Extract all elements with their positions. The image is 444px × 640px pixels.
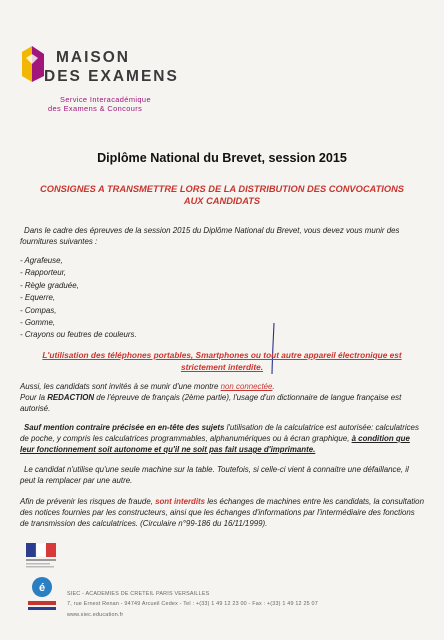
fraud-text2: les échanges de machines entre les candidats, la consultation — [205, 497, 424, 506]
watch-highlight: non connectée — [220, 382, 273, 391]
logo-title-line2: DES EXAMENS — [44, 68, 179, 85]
svg-text:é: é — [38, 582, 46, 594]
list-item: - Crayons ou feutres de couleurs. — [20, 330, 137, 340]
machine-line1: Le candidat n'utilise qu'une seule machine sur la table. Toutefois, si celle-ci vient à connaitre une défaillance, il — [24, 465, 409, 474]
calculator-bold: Sauf mention contraire précisée en en-tête des sujets — [24, 423, 225, 432]
list-item: - Agrafeuse, — [20, 256, 63, 265]
fraud-text: Afin de prévenir les risques de fraude, — [20, 497, 156, 506]
footer-address: 7, rue Ernest Renan - 94749 Arcueil Cedex - Tel : +(33) 1 49 12 23 00 - Fax : +(33) 1 49 12 25 07 — [67, 601, 318, 607]
document-subtitle-line2: AUX CANDIDATS — [183, 196, 261, 206]
footer-organization: SIEC - ACADEMIES DE CRETEIL PARIS VERSAILLES — [67, 591, 210, 597]
ministry-logo-icon — [22, 541, 64, 621]
supplies-list — [20, 256, 137, 343]
footer-website[interactable]: www.siec.education.fr — [67, 612, 124, 618]
list-item: - Compas, — [20, 305, 57, 315]
calculator-text: l'utilisation de la calculatrice est autorisée: calculatrices — [224, 423, 419, 432]
machine-line2: peut la remplacer par une autre. — [20, 476, 133, 485]
document-title: Diplôme National du Brevet, session 2015 — [97, 151, 347, 165]
fraud-line1 — [20, 497, 424, 507]
fraud-highlight: sont interdits — [155, 497, 206, 506]
logo-mark-icon — [22, 46, 44, 82]
fraud-line2: des notices fournies par les constructeurs, ainsi que les échanges d'informations par l'intermédiaire des fonctions — [20, 508, 415, 517]
logo-subtitle-line1: Service Interacadémique — [60, 95, 151, 104]
watch-end: . — [272, 382, 275, 391]
phone-warning-line1: L'utilisation des téléphones portables, Smartphones ou tout autre appareil électronique est — [42, 350, 402, 360]
watch-text: Aussi, les candidats sont invités à se munir d'une montre — [20, 382, 221, 391]
intro-line2: fournitures suivantes : — [20, 237, 98, 246]
intro-line1: Dans le cadre des épreuves de la session 2015 du Diplôme National du Brevet, vous devez vous munir des — [24, 226, 400, 235]
calculator-line3: leur fonctionnement soit autonome et qu'il ne soit pas fait usage d'imprimante. — [20, 445, 316, 454]
logo-subtitle-line2: des Examens & Concours — [48, 104, 143, 113]
calculator-line2 — [20, 434, 410, 444]
calculator-line1 — [24, 423, 419, 433]
logo-title-line1: MAISON — [56, 49, 130, 66]
redaction-bold: REDACTION — [47, 393, 95, 402]
watch-line — [20, 382, 275, 392]
phone-warning-line2: strictement interdite. — [180, 362, 264, 372]
redaction-text: de l'épreuve de français (2ème partie), l'usage d'un dictionnaire de langue française est — [94, 393, 402, 402]
list-item: - Equerre, — [20, 293, 56, 303]
list-item: - Règle graduée, — [20, 280, 79, 290]
calculator-text2: de poche, y compris les calculatrices programmables, alphanumériques ou à écran graphique, — [20, 434, 352, 443]
redaction-prefix: Pour la — [20, 393, 48, 402]
fraud-line3: de transmission des calculatrices. (Circulaire n°99-186 du 16/11/1999). — [20, 519, 268, 528]
list-item: - Gomme, — [20, 317, 56, 327]
list-item: - Rapporteur, — [20, 268, 67, 278]
maison-des-examens-logo — [22, 44, 179, 114]
calculator-condition: à condition que — [351, 434, 410, 443]
document-subtitle-line1: CONSIGNES A TRANSMETTRE LORS DE LA DISTRIBUTION DES CONVOCATIONS — [40, 184, 404, 194]
redaction-line2: autorisé. — [20, 404, 51, 413]
redaction-line — [20, 393, 401, 403]
